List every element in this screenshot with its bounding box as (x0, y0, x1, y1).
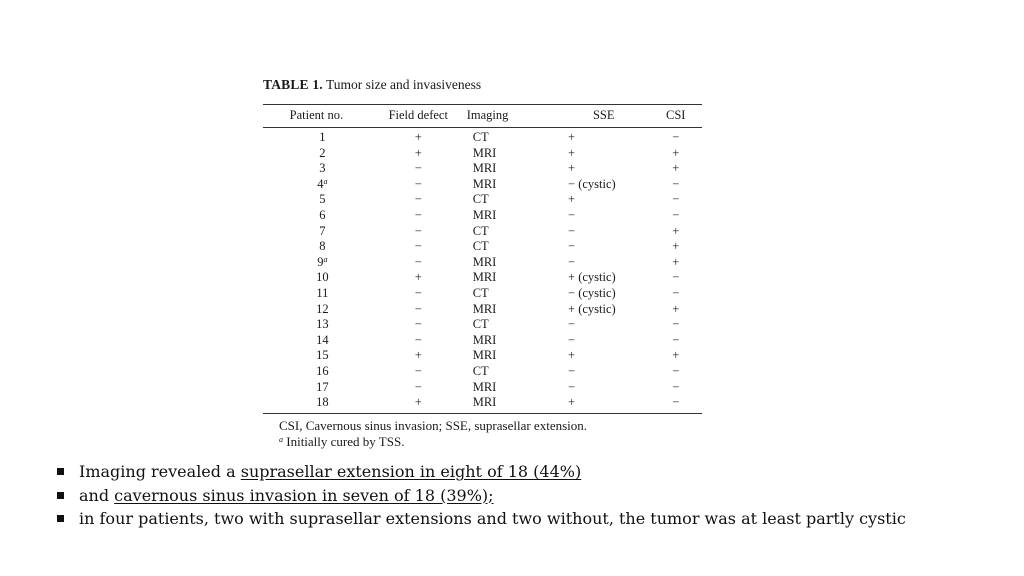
cell-patient-no (263, 128, 370, 146)
cell-field-defect-value: − (414, 301, 422, 316)
bullet-text-prefix: and (79, 485, 115, 505)
table-row (263, 146, 702, 162)
cell-field-defect-value: − (414, 285, 422, 300)
cell-field-defect (370, 348, 467, 364)
cell-csi (649, 224, 702, 240)
cell-field-defect (370, 146, 467, 162)
cell-sse-value: + (568, 145, 576, 160)
cell-patient-no (263, 255, 370, 271)
cell-field-defect-value: − (414, 332, 422, 347)
cell-imaging (467, 348, 558, 364)
cell-field-defect (370, 286, 467, 302)
cell-imaging (467, 270, 558, 286)
cell-sse-value: + (568, 130, 576, 144)
cell-field-defect (370, 128, 467, 146)
table-row (263, 177, 702, 193)
cell-patient-no-value: 6 (319, 207, 326, 222)
header-csi: CSI (649, 105, 702, 128)
table-row (263, 395, 702, 413)
table-row (263, 161, 702, 177)
cell-csi-value: − (672, 363, 680, 378)
cell-patient-no-value: 14 (316, 332, 329, 347)
cell-csi (649, 380, 702, 396)
cell-patient-no (263, 348, 370, 364)
cell-patient-no (263, 286, 370, 302)
cell-field-defect-value: + (414, 348, 422, 363)
cell-sse-value: + (568, 395, 576, 410)
cell-sse (558, 333, 649, 349)
cell-csi-value: − (672, 207, 680, 222)
cell-field-defect-value: − (414, 192, 422, 207)
cell-sse-value: − (568, 379, 576, 394)
cell-imaging (467, 128, 558, 146)
cell-csi-value: + (672, 239, 680, 254)
cell-patient-no-value: 8 (319, 239, 326, 254)
cell-patient-no (263, 239, 370, 255)
cell-patient-no-value: 3 (319, 161, 326, 176)
cell-patient-no-value: 13 (316, 317, 329, 332)
cell-csi (649, 128, 702, 146)
header-imaging: Imaging (467, 105, 558, 128)
cell-sse (558, 302, 649, 318)
cell-csi (649, 146, 702, 162)
table-body (263, 128, 702, 414)
cell-imaging (467, 302, 558, 318)
table-row (263, 255, 702, 271)
cell-field-defect (370, 270, 467, 286)
table-caption-title: Tumor size and invasiveness (326, 77, 482, 92)
cell-imaging-value: CT (472, 239, 489, 254)
cell-patient-no-value: 1 (319, 130, 326, 144)
table-header-row (263, 105, 702, 128)
cell-sse-value: − (568, 317, 576, 332)
cell-sse (558, 239, 649, 255)
cell-sse (558, 395, 649, 413)
cell-sse (558, 270, 649, 286)
cell-sse (558, 146, 649, 162)
cell-imaging (467, 395, 558, 413)
cell-sse-value: + (568, 192, 576, 207)
cell-imaging (467, 146, 558, 162)
cell-csi-value: − (672, 285, 680, 300)
tumor-table (263, 104, 702, 414)
cell-field-defect-value: + (414, 130, 422, 144)
table-row (263, 348, 702, 364)
cell-csi (649, 192, 702, 208)
header-sse: SSE (558, 105, 649, 128)
cell-sse (558, 128, 649, 146)
cell-sse (558, 208, 649, 224)
cell-sse-value: − (568, 363, 576, 378)
table-row (263, 192, 702, 208)
cell-field-defect (370, 161, 467, 177)
cell-sse-value: − (568, 223, 576, 238)
cell-field-defect-value: + (414, 395, 422, 410)
cell-imaging-value: CT (472, 223, 489, 238)
cell-imaging (467, 192, 558, 208)
cell-patient-no (263, 192, 370, 208)
cell-csi (649, 395, 702, 413)
cell-csi-value: + (672, 348, 680, 363)
cell-field-defect (370, 177, 467, 193)
cell-patient-no (263, 395, 370, 413)
cell-sse (558, 224, 649, 240)
bullet-item (52, 460, 952, 484)
cell-sse-value: + (568, 161, 576, 176)
cell-csi-value: − (672, 379, 680, 394)
cell-imaging (467, 286, 558, 302)
cell-patient-no (263, 146, 370, 162)
cell-imaging-value: MRI (472, 161, 497, 176)
cell-patient-no-value: 12 (316, 301, 329, 316)
cell-imaging (467, 333, 558, 349)
cell-imaging-value: MRI (472, 270, 497, 285)
cell-patient-no-value: 17 (316, 379, 329, 394)
cell-sse-value: − (568, 332, 576, 347)
cell-field-defect (370, 224, 467, 240)
cell-sse (558, 380, 649, 396)
footnote-a-text: Initially cured by TSS. (286, 433, 405, 449)
cell-imaging-value: MRI (472, 395, 497, 410)
cell-csi (649, 333, 702, 349)
footnote-mark: a (323, 176, 328, 186)
cell-imaging-value: MRI (472, 379, 497, 394)
table-row (263, 239, 702, 255)
table-row (263, 333, 702, 349)
cell-csi (649, 255, 702, 271)
table-footnotes (263, 418, 702, 450)
cell-imaging-value: MRI (472, 207, 497, 222)
cell-sse (558, 364, 649, 380)
table-header (263, 105, 702, 128)
cell-sse-value: − (568, 239, 576, 254)
cell-field-defect (370, 333, 467, 349)
cell-patient-no (263, 208, 370, 224)
cell-field-defect (370, 380, 467, 396)
cell-sse (558, 317, 649, 333)
table-row (263, 208, 702, 224)
table-row (263, 128, 702, 146)
cell-field-defect-value: − (414, 176, 422, 191)
cell-csi-value: − (672, 332, 680, 347)
cell-field-defect (370, 317, 467, 333)
cell-sse (558, 161, 649, 177)
footnote-a-mark: a (279, 434, 283, 444)
cell-field-defect-value: + (414, 270, 422, 285)
cell-patient-no (263, 364, 370, 380)
cell-csi-value: + (672, 223, 680, 238)
cell-patient-no-value: 7 (319, 223, 326, 238)
cell-csi-value: + (672, 145, 680, 160)
cell-imaging-value: MRI (472, 348, 497, 363)
cell-patient-no-value: 2 (319, 145, 326, 160)
cell-sse (558, 255, 649, 271)
bullet-text-prefix: Imaging revealed a (79, 462, 241, 481)
cell-sse (558, 348, 649, 364)
bullet-text-underlined: cavernous sinus invasion in seven of 18 (39%); (114, 485, 494, 505)
cell-field-defect-value: − (414, 363, 422, 378)
cell-imaging-value: CT (472, 317, 489, 332)
cell-field-defect-value: − (414, 223, 422, 238)
table-row (263, 286, 702, 302)
cell-imaging-value: MRI (472, 301, 497, 316)
cell-csi-value: − (672, 395, 680, 410)
cell-field-defect (370, 208, 467, 224)
table-caption-label: TABLE 1. (263, 77, 323, 92)
cell-imaging (467, 317, 558, 333)
cell-csi-value: − (672, 176, 680, 191)
cell-csi-value: + (672, 254, 680, 269)
cell-patient-no (263, 333, 370, 349)
cell-field-defect (370, 255, 467, 271)
cell-patient-no (263, 380, 370, 396)
cell-sse-value: − (cystic) (568, 285, 616, 300)
table-row (263, 224, 702, 240)
cell-field-defect-value: − (414, 379, 422, 394)
table-row (263, 302, 702, 318)
bullet-item (52, 507, 952, 531)
cell-patient-no (263, 224, 370, 240)
cell-imaging-value: MRI (472, 332, 497, 347)
table-row (263, 380, 702, 396)
table-row (263, 317, 702, 333)
cell-field-defect-value: − (414, 161, 422, 176)
cell-field-defect-value: − (414, 207, 422, 222)
cell-csi (649, 239, 702, 255)
cell-imaging-value: MRI (472, 176, 497, 191)
cell-csi-value: − (672, 192, 680, 207)
cell-field-defect (370, 192, 467, 208)
cell-patient-no-value: 9 (317, 254, 324, 269)
cell-field-defect (370, 239, 467, 255)
cell-patient-no-value: 18 (316, 395, 329, 410)
cell-sse-value: + (cystic) (568, 301, 616, 316)
cell-sse-value: − (568, 207, 576, 222)
cell-patient-no-value: 5 (319, 192, 326, 207)
cell-sse-value: − (cystic) (568, 176, 616, 191)
cell-imaging (467, 177, 558, 193)
cell-csi (649, 208, 702, 224)
cell-imaging (467, 224, 558, 240)
cell-sse (558, 286, 649, 302)
bullet-list (52, 460, 952, 531)
cell-patient-no-value: 15 (316, 348, 329, 363)
cell-field-defect-value: + (414, 145, 422, 160)
table-figure (263, 76, 702, 450)
cell-sse (558, 177, 649, 193)
table-row (263, 364, 702, 380)
cell-sse-value: − (568, 254, 576, 269)
cell-csi-value: − (672, 270, 680, 285)
cell-imaging (467, 161, 558, 177)
cell-csi (649, 286, 702, 302)
cell-field-defect-value: − (414, 239, 422, 254)
cell-patient-no-value: 11 (316, 285, 329, 300)
square-bullet-icon (57, 468, 64, 475)
cell-imaging-value: CT (472, 192, 489, 207)
cell-csi (649, 177, 702, 193)
cell-field-defect (370, 395, 467, 413)
cell-imaging (467, 239, 558, 255)
cell-patient-no-value: 16 (316, 363, 329, 378)
cell-csi-value: − (672, 317, 680, 332)
square-bullet-icon (57, 492, 64, 499)
square-bullet-icon (57, 515, 64, 522)
cell-imaging-value: CT (472, 363, 489, 378)
cell-sse (558, 192, 649, 208)
cell-csi-value: − (672, 130, 680, 144)
cell-imaging-value: CT (472, 285, 489, 300)
cell-csi (649, 364, 702, 380)
cell-field-defect-value: − (414, 317, 422, 332)
cell-imaging-value: MRI (472, 254, 497, 269)
cell-patient-no (263, 270, 370, 286)
cell-patient-no (263, 161, 370, 177)
cell-csi (649, 348, 702, 364)
bullet-text-prefix: in four patients, two with suprasellar extensions and two without, the tumor was at least partly cystic (79, 509, 906, 528)
cell-csi (649, 317, 702, 333)
cell-imaging (467, 255, 558, 271)
footnote-mark: a (323, 254, 328, 264)
cell-field-defect-value: − (414, 254, 422, 269)
cell-field-defect (370, 302, 467, 318)
bullet-item (52, 484, 952, 508)
footnote-a (279, 434, 702, 450)
header-patient-no: Patient no. (263, 105, 370, 128)
footnote-abbreviations: CSI, Cavernous sinus invasion; SSE, suprasellar extension. (279, 417, 588, 433)
cell-csi (649, 270, 702, 286)
cell-csi-value: + (672, 161, 680, 176)
cell-sse-value: + (568, 348, 576, 363)
cell-csi-value: + (672, 301, 680, 316)
table-row (263, 270, 702, 286)
cell-imaging (467, 208, 558, 224)
table-caption (263, 76, 702, 96)
cell-patient-no-value: 4 (317, 176, 324, 191)
cell-patient-no-value: 10 (316, 270, 329, 285)
bullet-text-underlined: suprasellar extension in eight of 18 (44%) (240, 462, 582, 481)
cell-sse-value: + (cystic) (568, 270, 616, 285)
cell-imaging (467, 364, 558, 380)
cell-patient-no (263, 302, 370, 318)
cell-csi (649, 161, 702, 177)
cell-patient-no (263, 317, 370, 333)
cell-csi (649, 302, 702, 318)
cell-imaging (467, 380, 558, 396)
cell-imaging-value: MRI (472, 145, 497, 160)
header-field-defect: Field defect (370, 105, 467, 128)
cell-imaging-value: CT (472, 130, 489, 144)
cell-field-defect (370, 364, 467, 380)
cell-patient-no (263, 177, 370, 193)
